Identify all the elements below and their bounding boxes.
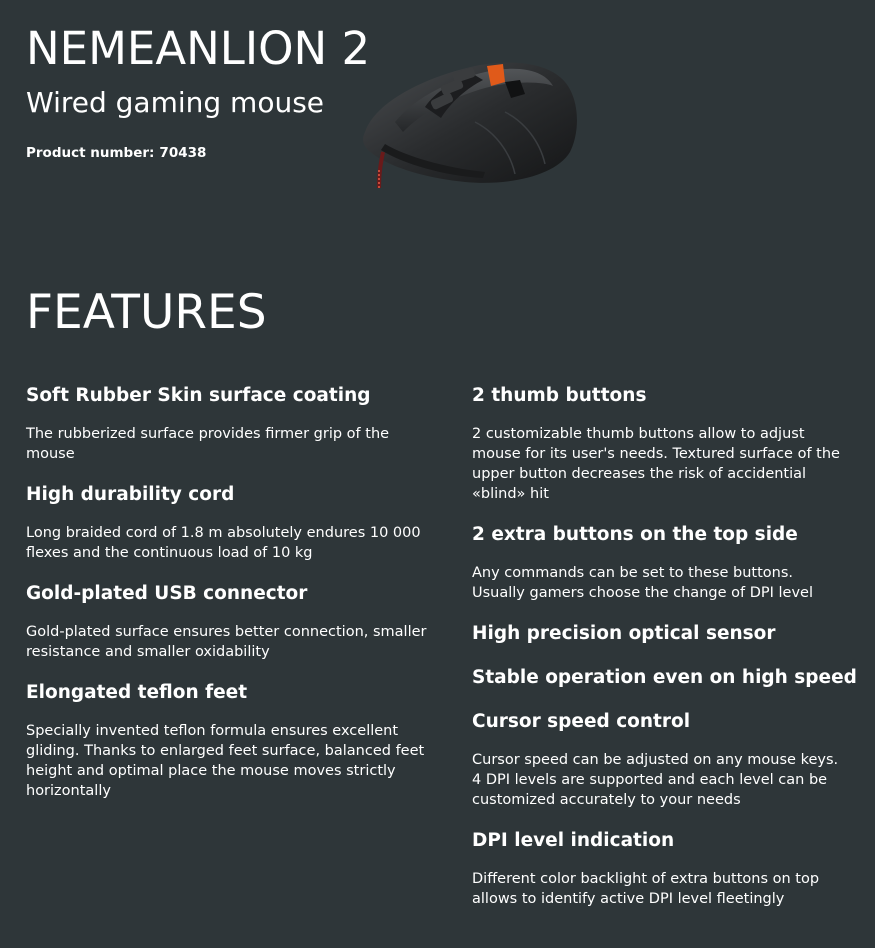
features-heading: FEATURES [26,285,267,340]
product-subtitle: Wired gaming mouse [26,86,325,119]
feature-description: Different color backlight of extra buttons on top allows to identify active DPI level fleetingly [472,871,820,907]
feature-title: Cursor speed control [472,711,691,732]
gaming-mouse-image [355,52,590,198]
feature-title: 2 extra buttons on the top side [472,524,798,545]
feature-description: Long braided cord of 1.8 m absolutely endures 10 000 flexes and the continuous load of 10 kg [26,525,421,561]
feature-description: Any commands can be set to these buttons. Usually gamers choose the change of DPI level [472,565,813,601]
feature-description: 2 customizable thumb buttons allow to adjust mouse for its user's needs. Textured surface of the upper button decreases the risk of accidential «blind» hit [472,426,840,502]
feature-title: Elongated teflon feet [26,682,248,703]
feature-title: DPI level indication [472,830,675,851]
feature-soft-rubber [26,383,431,462]
feature-description: The rubberized surface provides firmer grip of the mouse [26,426,390,462]
feature-description: Cursor speed can be adjusted on any mouse keys. 4 DPI levels are supported and each level can be customized accurately to your needs [472,752,839,808]
feature-teflon-feet [26,680,431,799]
feature-description: Gold-plated surface ensures better connection, smaller resistance and smaller oxidability [26,624,427,660]
feature-extra-buttons [472,522,875,601]
feature-cord [26,482,431,561]
feature-cursor-speed [472,709,875,808]
feature-description: Specially invented teflon formula ensures excellent gliding. Thanks to enlarged feet surface, balanced feet height and optimal place the mouse moves strictly horizontally [26,723,425,799]
feature-optical-sensor [472,621,875,647]
feature-title: High durability cord [26,484,235,505]
feature-title: Gold-plated USB connector [26,583,308,604]
product-number-label: Product number: [26,145,155,161]
product-number-value: 70438 [159,145,207,161]
feature-usb-connector [26,581,431,660]
feature-title: Stable operation even on high speed [472,667,857,688]
product-title: NEMEANLION 2 [26,22,371,75]
feature-title: 2 thumb buttons [472,385,647,406]
feature-title: High precision optical sensor [472,623,776,644]
product-number [26,143,206,163]
feature-dpi-indication [472,828,875,907]
feature-stable-operation [472,665,875,691]
feature-title: Soft Rubber Skin surface coating [26,385,371,406]
feature-thumb-buttons [472,383,875,502]
